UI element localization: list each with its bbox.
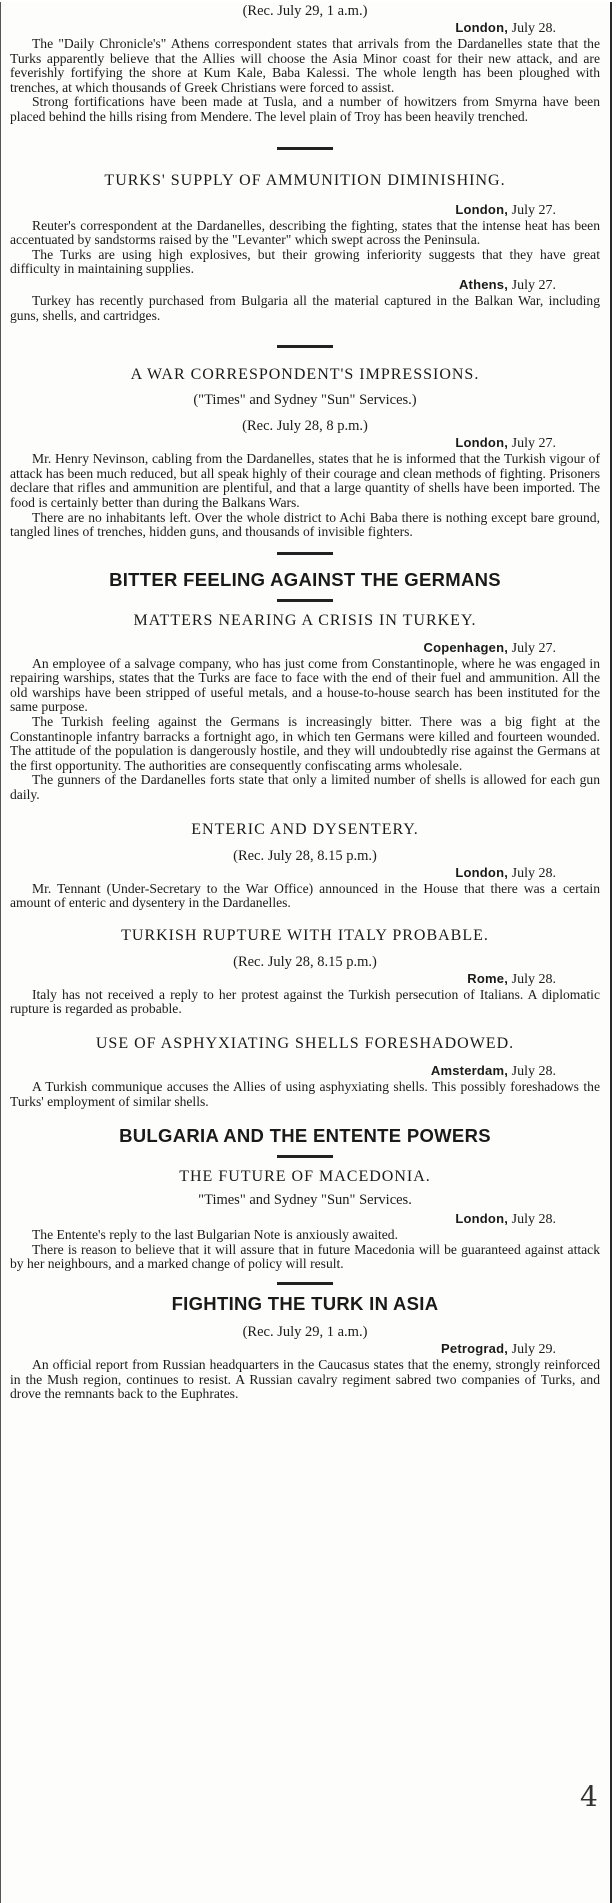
dateline-date: July 28. [511, 1212, 556, 1228]
article-paragraph: The Entente's reply to the last Bulgarian Note is anxiously awaited. [32, 1227, 398, 1243]
margin-mark: 4 [580, 1780, 598, 1813]
dateline-place: London, [455, 864, 509, 880]
dateline-place: Petrograd, [441, 1340, 509, 1356]
dateline [10, 20, 600, 37]
received-line: (Rec. July 28, 8.15 p.m.) [233, 847, 377, 864]
dateline-date: July 27. [511, 436, 556, 452]
article-paragraph: Mr. Tennant (Under-Secretary to the War Office) announced in the House that there was a certain amount of enteric and dysentery in the Dardanelles. [10, 880, 600, 911]
article-paragraph: A Turkish communique accuses the Allies of using asphyxiating shells. This possibly foreshadows the Turks' employment of similar shells. [10, 1079, 600, 1109]
article-heading: A WAR CORRESPONDENT'S IMPRESSIONS. [130, 366, 480, 384]
newspaper-page [0, 2, 612, 1903]
article-heading: ENTERIC AND DYSENTERY. [191, 820, 419, 838]
received-line: (Rec. July 29, 1 a.m.) [242, 1323, 368, 1340]
article-paragraph: The gunners of the Dardanelles forts state that only a limited number of shells is allowed for each gun daily. [10, 772, 600, 803]
article-paragraph: The Turkish feeling against the Germans is increasingly bitter. There was a big fight at the Constantinople infantry barracks a fortnight ago, in which ten Germans were killed and fourteen wounded. The attitude of the population is dangerously hostile, and they will undoubtedly rise against the Germans at the first opportunity. The authorities are consequently confiscating arms wholesale. [10, 714, 600, 773]
received-line: (Rec. July 29, 1 a.m.) [242, 3, 368, 19]
dateline-date: July 27. [511, 277, 556, 293]
article-heading: FIGHTING THE TURK IN ASIA [171, 1292, 439, 1314]
dateline-date: July 27. [511, 202, 556, 218]
article-paragraph: Mr. Henry Nevinson, cabling from the Dardanelles, states that he is informed that the Turkish vigour of attack has been much reduced, but all speak highly of their courage and clean methods of fighting. Prisoners declare that rifles and ammunition are plentiful, and that a large quantity of shells have been imported. The food is certainly better than during the Balkans Wars. [10, 451, 600, 510]
dateline-date: July 28. [511, 865, 556, 881]
article-paragraph: There are no inhabitants left. Over the whole district to Achi Baba there is nothing except bare ground, tangled lines of trenches, hidden guns, and thousands of invisible fighters. [10, 509, 600, 540]
section-divider [277, 552, 333, 555]
dateline [10, 435, 600, 452]
received-line: (Rec. July 28, 8.15 p.m.) [233, 953, 377, 970]
dateline-date: July 29. [511, 1341, 556, 1357]
dateline-place: London, [455, 1211, 509, 1227]
column-rule-left [0, 2, 1, 1903]
article-paragraph: An employee of a salvage company, who has just come from Constantinople, where he was engaged in repairing warships, states that the Turks are face to face with the end of their fuel and ammunition. All the old warships have been stripped of useful metals, and a house-to-house search has been instituted for the same purpose. [10, 655, 600, 715]
received-line: (Rec. July 28, 8 p.m.) [242, 418, 368, 435]
article-paragraph: The "Daily Chronicle's" Athens correspondent states that arrivals from the Dardanelles state that the Turks apparently believe that the Allies will choose the Asia Minor coast for their new attack, and are feverishly fortifying the shore at Kum Kale, Baba Kalessi. The whole length has been ploughed with trenches, at which thousands of Greek Christians were forced to assist. [10, 36, 600, 95]
article-paragraph: The Turks are using high explosives, but their growing inferiority suggests that they have great difficulty in maintaining supplies. [10, 246, 600, 277]
article-heading: BITTER FEELING AGAINST THE GERMANS [109, 568, 501, 590]
article-paragraph: Italy has not received a reply to her protest against the Turkish persecution of Italians. A diplomatic rupture is regarded as probable. [10, 986, 600, 1017]
article-paragraph: There is reason to believe that it will assure that in future Macedonia will be guaranteed against attack by her neighbours, and a marked change of policy will result. [10, 1241, 600, 1272]
dateline-date: July 28. [511, 1064, 556, 1079]
article-paragraph: Reuter's correspondent at the Dardanelles, describing the fighting, states that the intense heat has been accentuated by sandstorms raised by the "Levanter" which swept across the Peninsula. [10, 217, 600, 248]
article-heading: TURKISH RUPTURE WITH ITALY PROBABLE. [121, 926, 489, 944]
section-divider [277, 345, 333, 348]
dateline [10, 277, 600, 294]
dateline-date: July 28. [511, 971, 556, 987]
dateline [10, 971, 600, 988]
dateline [10, 640, 600, 657]
article-heading: USE OF ASPHYXIATING SHELLS FORESHADOWED. [95, 1035, 515, 1052]
dateline-place: London, [455, 435, 509, 451]
dateline-place: London, [455, 201, 509, 217]
section-divider [277, 1155, 333, 1158]
article-subheading: THE FUTURE OF MACEDONIA. [179, 1168, 431, 1186]
article-paragraph: An official report from Russian headquarters in the Caucasus states that the enemy, strongly reinforced in the Mush region, continues to resist. A Russian cavalry regiment sabred two companies of Turks, and drove the remnants back to the Euphrates. [10, 1356, 600, 1402]
dateline [10, 202, 600, 219]
article-paragraph: Strong fortifications have been made at Tusla, and a number of howitzers from Smyrna have been placed behind the hills rising from Mendere. The level plain of Troy has been heavily trenched. [10, 94, 600, 124]
article-heading: TURKS' SUPPLY OF AMMUNITION DIMINISHING. [104, 171, 506, 189]
dateline-place: Amsterdam, [430, 1063, 509, 1078]
dateline-date: July 28. [511, 21, 556, 36]
article-subheading: MATTERS NEARING A CRISIS IN TURKEY. [133, 611, 477, 629]
section-divider [277, 1282, 333, 1285]
section-divider [277, 147, 333, 150]
dateline-place: Copenhagen, [423, 639, 509, 655]
section-divider [277, 599, 333, 602]
dateline [10, 865, 600, 882]
dateline-place: Athens, [458, 276, 509, 292]
dateline-place: London, [455, 20, 509, 35]
dateline [10, 1341, 600, 1358]
dateline-place: Rome, [467, 970, 509, 986]
article-heading: BULGARIA AND THE ENTENTE POWERS [119, 1125, 491, 1147]
services-line: ("Times" and Sydney "Sun" Services.) [193, 392, 417, 409]
services-line: "Times" and Sydney "Sun" Services. [198, 1192, 412, 1209]
dateline [10, 1063, 600, 1080]
article-paragraph: Turkey has recently purchased from Bulgaria all the material captured in the Balkan War, including guns, shells, and cartridges. [10, 292, 600, 323]
dateline-date: July 27. [511, 640, 556, 656]
dateline [10, 1211, 600, 1228]
